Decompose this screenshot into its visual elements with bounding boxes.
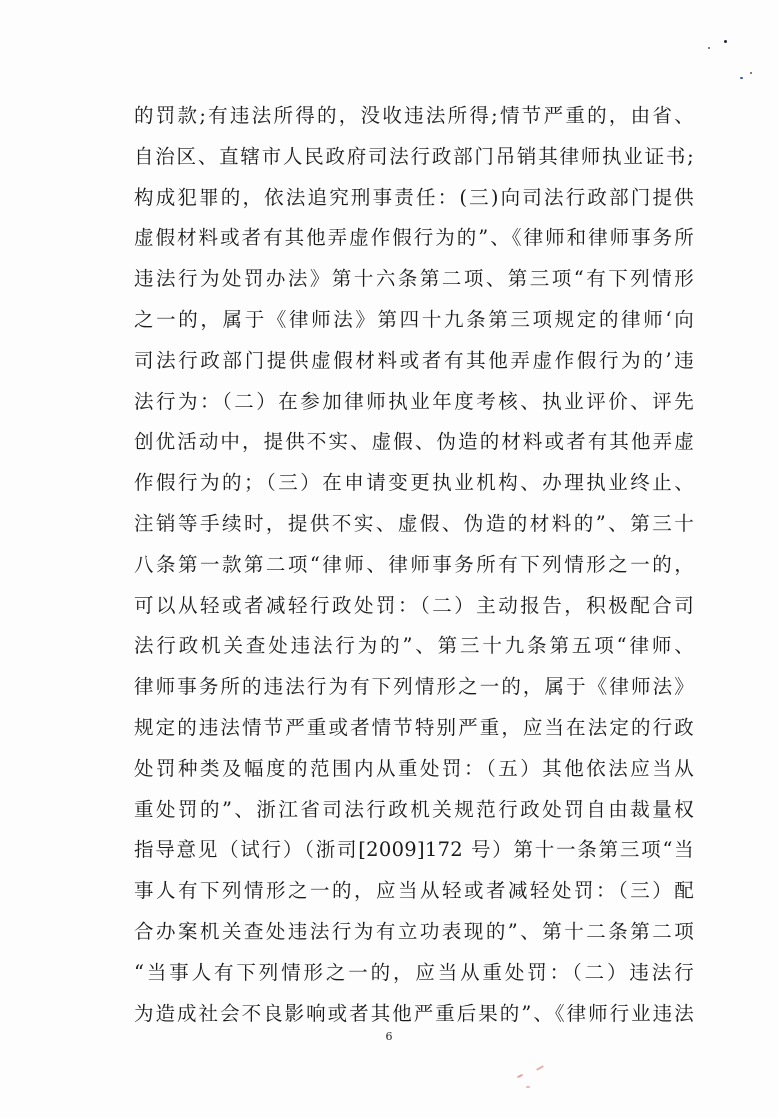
text-line: 法行为：（二）在参加律师执业年度考核、执业评价、评先 xyxy=(134,389,694,413)
text-line: 事人有下列情形之一的，应当从轻或者减轻处罚：（三）配 xyxy=(134,879,694,903)
scan-speck xyxy=(724,40,727,43)
text-line: 律师事务所的违法行为有下列情形之一的，属于《律师法》 xyxy=(134,675,694,699)
text-line: 之一的，属于《律师法》第四十九条第三项规定的律师‘向 xyxy=(134,307,694,331)
text-line: 注销等手续时，提供不实、虚假、伪造的材料的”、第三十 xyxy=(134,511,694,535)
text-line: 虚假材料或者有其他弄虚作假行为的”、《律师和律师事务所 xyxy=(134,226,694,250)
page-number: 6 xyxy=(385,1030,393,1043)
text-line: “当事人有下列情形之一的，应当从重处罚：（二）违法行 xyxy=(134,960,694,984)
text-line: 的罚款;有违法所得的，没收违法所得;情节严重的，由省、 xyxy=(134,104,694,127)
text-line: 法行政机关查处违法行为的”、第三十九条第五项“律师、 xyxy=(134,634,694,658)
stamp-mark xyxy=(517,1074,523,1078)
text-line: 重处罚的”、浙江省司法行政机关规范行政处罚自由裁量权 xyxy=(134,797,694,821)
text-line: 构成犯罪的，依法追究刑事责任：(三)向司法行政部门提供 xyxy=(134,185,694,209)
text-line: 为造成社会不良影响或者其他严重后果的”、《律师行业违法 xyxy=(134,1001,694,1025)
text-line: 司法行政部门提供虚假材料或者有其他弄虚作假行为的’违 xyxy=(134,348,694,372)
text-line: 合办案机关查处违法行为有立功表现的”、第十二条第二项 xyxy=(134,919,694,943)
text-line: 创优活动中，提供不实、虚假、伪造的材料或者有其他弄虚 xyxy=(134,430,694,454)
body-text xyxy=(134,96,694,1034)
text-line: 违法行为处罚办法》第十六条第二项、第三项“有下列情形 xyxy=(134,267,694,291)
stamp-mark xyxy=(526,1086,530,1088)
text-line: 作假行为的；（三）在申请变更执业机构、办理执业终止、 xyxy=(134,471,694,495)
text-line: 八条第一款第二项“律师、律师事务所有下列情形之一的， xyxy=(134,552,694,576)
text-line: 可以从轻或者减轻行政处罚：（二）主动报告，积极配合司 xyxy=(134,593,694,617)
scan-speck xyxy=(750,72,752,74)
text-line: 自治区、直辖市人民政府司法行政部门吊销其律师执业证书; xyxy=(134,144,694,168)
text-line: 处罚种类及幅度的范围内从重处罚：（五）其他依法应当从 xyxy=(134,756,694,780)
stamp-mark xyxy=(536,1065,544,1071)
scan-speck xyxy=(740,77,743,79)
text-line: 指导意见（试行）（浙司[2009]172 号）第十一条第三项“当 xyxy=(134,838,694,862)
text-line: 规定的违法情节严重或者情节特别严重，应当在法定的行政 xyxy=(134,715,694,739)
scan-speck xyxy=(708,47,710,49)
